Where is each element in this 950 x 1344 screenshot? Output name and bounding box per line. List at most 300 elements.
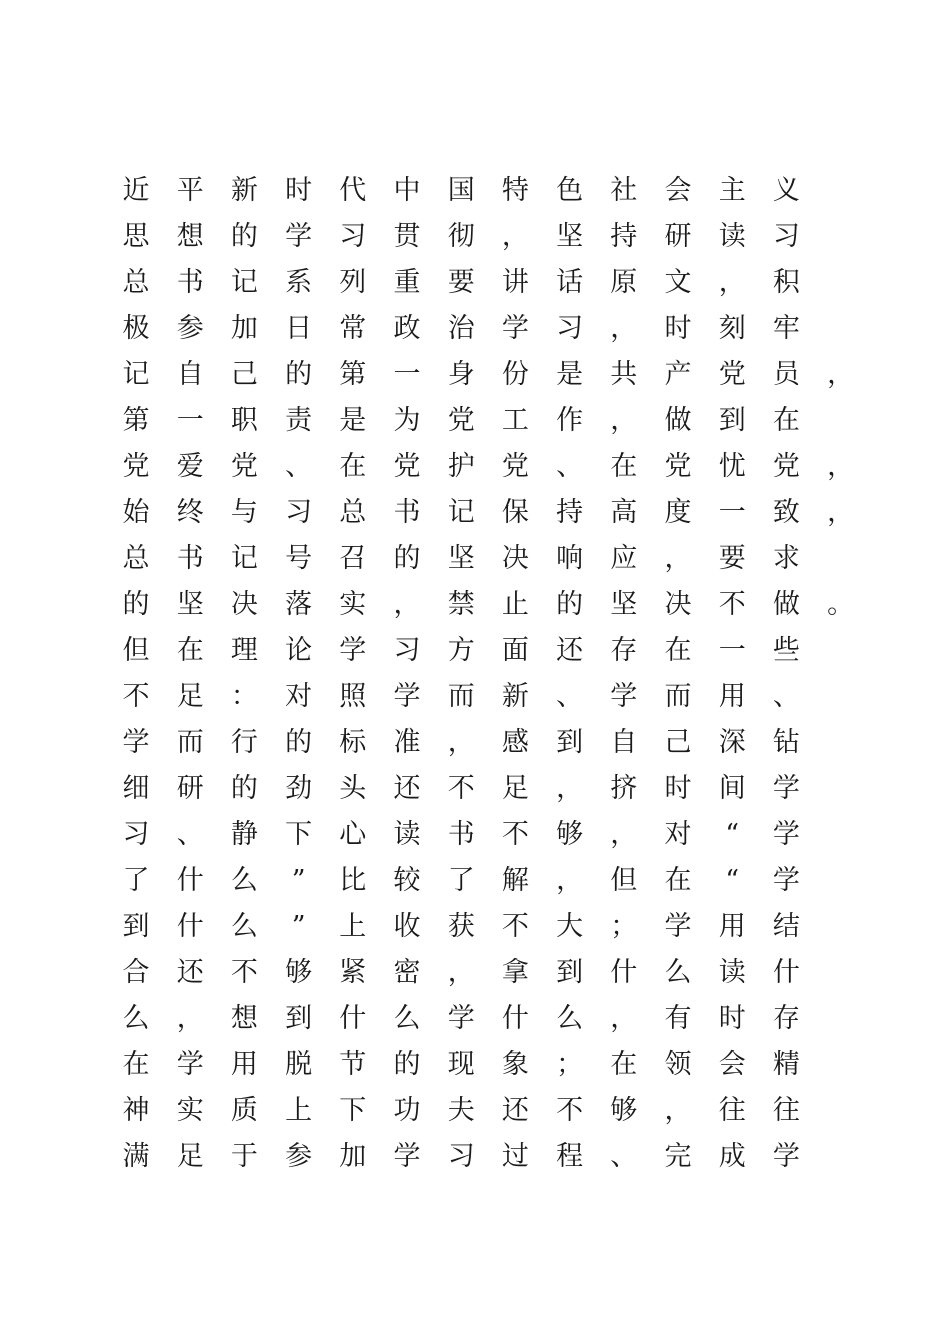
text-char: 书 bbox=[447, 819, 475, 850]
text-line bbox=[0, 628, 950, 674]
text-char: 号 bbox=[285, 543, 313, 574]
text-char: 党 bbox=[664, 451, 692, 482]
text-line bbox=[0, 536, 950, 582]
text-char: 。 bbox=[827, 589, 855, 620]
text-char: 坚 bbox=[176, 589, 204, 620]
text-char: 拿 bbox=[501, 957, 529, 988]
text-char: 党 bbox=[230, 451, 258, 482]
text-char: 文 bbox=[664, 267, 692, 298]
text-char: 常 bbox=[339, 313, 367, 344]
text-char: 与 bbox=[230, 497, 258, 528]
text-char: 义 bbox=[772, 175, 800, 206]
text-char: 书 bbox=[176, 267, 204, 298]
text-char: 在 bbox=[664, 635, 692, 666]
text-char: 一 bbox=[718, 497, 746, 528]
text-char: 做 bbox=[664, 405, 692, 436]
text-char: 治 bbox=[447, 313, 475, 344]
text-char: 质 bbox=[230, 1095, 258, 1126]
text-char: 不 bbox=[447, 773, 475, 804]
text-char: 自 bbox=[176, 359, 204, 390]
text-char: 思 bbox=[122, 221, 150, 252]
text-char: 加 bbox=[230, 313, 258, 344]
text-char: 解 bbox=[501, 865, 529, 896]
text-char: 、 bbox=[772, 681, 800, 712]
text-char: 中 bbox=[393, 175, 421, 206]
text-char: 精 bbox=[772, 1049, 800, 1080]
text-char: 存 bbox=[610, 635, 638, 666]
text-char: ， bbox=[556, 865, 584, 896]
text-line bbox=[0, 260, 950, 306]
text-line bbox=[0, 996, 950, 1042]
text-char: 上 bbox=[339, 911, 367, 942]
text-char: 时 bbox=[664, 773, 692, 804]
text-char: 近 bbox=[122, 175, 150, 206]
text-char: 过 bbox=[501, 1141, 529, 1172]
text-char: 学 bbox=[664, 911, 692, 942]
text-char: 总 bbox=[122, 543, 150, 574]
text-char: 下 bbox=[339, 1095, 367, 1126]
text-char: 政 bbox=[393, 313, 421, 344]
text-char: 会 bbox=[718, 1049, 746, 1080]
text-char: 会 bbox=[664, 175, 692, 206]
text-char: 下 bbox=[285, 819, 313, 850]
text-char: 讲 bbox=[501, 267, 529, 298]
text-char: 特 bbox=[501, 175, 529, 206]
text-char: 的 bbox=[393, 1049, 421, 1080]
text-char: 但 bbox=[122, 635, 150, 666]
text-char: 还 bbox=[501, 1095, 529, 1126]
text-char: 实 bbox=[339, 589, 367, 620]
text-char: 保 bbox=[501, 497, 529, 528]
text-char: 党 bbox=[772, 451, 800, 482]
text-char: 职 bbox=[230, 405, 258, 436]
text-char: 做 bbox=[772, 589, 800, 620]
text-char: 到 bbox=[556, 957, 584, 988]
text-char: 禁 bbox=[447, 589, 475, 620]
text-char: 系 bbox=[285, 267, 313, 298]
text-char: 读 bbox=[718, 221, 746, 252]
text-char: 什 bbox=[176, 911, 204, 942]
text-char: 份 bbox=[501, 359, 529, 390]
text-char: ， bbox=[610, 405, 638, 436]
text-char: 劲 bbox=[285, 773, 313, 804]
text-char: 不 bbox=[230, 957, 258, 988]
text-line bbox=[0, 674, 950, 720]
text-line bbox=[0, 352, 950, 398]
text-char: 一 bbox=[393, 359, 421, 390]
text-char: 到 bbox=[122, 911, 150, 942]
text-char: 什 bbox=[339, 1003, 367, 1034]
text-char: 满 bbox=[122, 1141, 150, 1172]
text-char: 么 bbox=[122, 1003, 150, 1034]
text-char: 员 bbox=[772, 359, 800, 390]
text-char: 足 bbox=[176, 1141, 204, 1172]
text-char: 社 bbox=[610, 175, 638, 206]
text-line bbox=[0, 168, 950, 214]
text-char: 什 bbox=[610, 957, 638, 988]
text-char: 还 bbox=[556, 635, 584, 666]
text-char: ， bbox=[610, 1003, 638, 1034]
text-char: 作 bbox=[556, 405, 584, 436]
text-char: 度 bbox=[664, 497, 692, 528]
text-char: 领 bbox=[664, 1049, 692, 1080]
text-line bbox=[0, 720, 950, 766]
text-char: 学 bbox=[176, 1049, 204, 1080]
text-char: 上 bbox=[285, 1095, 313, 1126]
text-char: 、 bbox=[285, 451, 313, 482]
text-line bbox=[0, 444, 950, 490]
text-char: 坚 bbox=[447, 543, 475, 574]
text-char: 持 bbox=[556, 497, 584, 528]
text-line bbox=[0, 766, 950, 812]
text-char: 学 bbox=[772, 1141, 800, 1172]
text-char: 党 bbox=[122, 451, 150, 482]
text-char: 间 bbox=[718, 773, 746, 804]
text-char: 不 bbox=[556, 1095, 584, 1126]
text-char: 记 bbox=[122, 359, 150, 390]
text-char: 存 bbox=[772, 1003, 800, 1034]
text-char: 要 bbox=[718, 543, 746, 574]
text-char: 而 bbox=[176, 727, 204, 758]
text-char: 实 bbox=[176, 1095, 204, 1126]
text-char: 新 bbox=[501, 681, 529, 712]
text-char: ； bbox=[610, 911, 638, 942]
text-char: 习 bbox=[285, 497, 313, 528]
text-char: ， bbox=[827, 451, 855, 482]
text-char: 挤 bbox=[610, 773, 638, 804]
text-char: 共 bbox=[610, 359, 638, 390]
text-char: 一 bbox=[176, 405, 204, 436]
text-char: 够 bbox=[610, 1095, 638, 1126]
text-char: 习 bbox=[393, 635, 421, 666]
text-char: 为 bbox=[393, 405, 421, 436]
text-char: ， bbox=[664, 1095, 692, 1126]
text-char: ， bbox=[393, 589, 421, 620]
text-char: 一 bbox=[718, 635, 746, 666]
text-char: 党 bbox=[501, 451, 529, 482]
text-char: 的 bbox=[393, 543, 421, 574]
text-char: 代 bbox=[339, 175, 367, 206]
text-char: 感 bbox=[501, 727, 529, 758]
text-char: 决 bbox=[230, 589, 258, 620]
text-char: 较 bbox=[393, 865, 421, 896]
text-char: ” bbox=[291, 865, 306, 896]
text-char: 习 bbox=[556, 313, 584, 344]
text-char: 深 bbox=[718, 727, 746, 758]
text-char: 研 bbox=[176, 773, 204, 804]
text-char: 学 bbox=[393, 681, 421, 712]
text-char: 新 bbox=[230, 175, 258, 206]
text-char: 在 bbox=[610, 451, 638, 482]
text-char: 致 bbox=[772, 497, 800, 528]
text-char: 在 bbox=[176, 635, 204, 666]
text-char: 加 bbox=[339, 1141, 367, 1172]
text-char: 不 bbox=[122, 681, 150, 712]
text-char: 学 bbox=[772, 773, 800, 804]
text-char: ， bbox=[447, 727, 475, 758]
text-char: ” bbox=[291, 911, 306, 942]
text-char: 钻 bbox=[772, 727, 800, 758]
text-char: 的 bbox=[230, 773, 258, 804]
text-char: 书 bbox=[393, 497, 421, 528]
text-char: 结 bbox=[772, 911, 800, 942]
text-char: 么 bbox=[393, 1003, 421, 1034]
text-char: 夫 bbox=[447, 1095, 475, 1126]
text-line bbox=[0, 1134, 950, 1180]
text-char: 刻 bbox=[718, 313, 746, 344]
text-line bbox=[0, 950, 950, 996]
text-char: 落 bbox=[285, 589, 313, 620]
text-char: 么 bbox=[556, 1003, 584, 1034]
text-char: 用 bbox=[718, 911, 746, 942]
text-char: 大 bbox=[556, 911, 584, 942]
text-char: 些 bbox=[772, 635, 800, 666]
text-char: 想 bbox=[230, 1003, 258, 1034]
text-char: 么 bbox=[230, 865, 258, 896]
text-char: 的 bbox=[556, 589, 584, 620]
text-char: 坚 bbox=[610, 589, 638, 620]
text-char: ， bbox=[501, 221, 529, 252]
text-char: 的 bbox=[230, 221, 258, 252]
text-char: 在 bbox=[610, 1049, 638, 1080]
text-char: 功 bbox=[393, 1095, 421, 1126]
text-char: 学 bbox=[285, 221, 313, 252]
text-char: 在 bbox=[772, 405, 800, 436]
text-char: 、 bbox=[610, 1141, 638, 1172]
text-char: 学 bbox=[772, 865, 800, 896]
text-char: 止 bbox=[501, 589, 529, 620]
text-char: “ bbox=[725, 819, 740, 850]
text-char: 神 bbox=[122, 1095, 150, 1126]
text-line bbox=[0, 858, 950, 904]
text-char: 记 bbox=[230, 543, 258, 574]
text-char: ： bbox=[230, 681, 258, 712]
text-char: 重 bbox=[393, 267, 421, 298]
text-char: 够 bbox=[285, 957, 313, 988]
text-char: 党 bbox=[393, 451, 421, 482]
text-char: 论 bbox=[285, 635, 313, 666]
text-char: 求 bbox=[772, 543, 800, 574]
text-char: 学 bbox=[610, 681, 638, 712]
text-char: 足 bbox=[176, 681, 204, 712]
text-char: ， bbox=[176, 1003, 204, 1034]
text-char: 不 bbox=[501, 819, 529, 850]
text-char: ； bbox=[556, 1049, 584, 1080]
text-char: 积 bbox=[772, 267, 800, 298]
text-char: 不 bbox=[501, 911, 529, 942]
text-char: 时 bbox=[285, 175, 313, 206]
text-char: 党 bbox=[447, 405, 475, 436]
text-line bbox=[0, 1042, 950, 1088]
text-char: 记 bbox=[447, 497, 475, 528]
text-char: 爱 bbox=[176, 451, 204, 482]
text-char: 了 bbox=[447, 865, 475, 896]
text-char: 还 bbox=[393, 773, 421, 804]
text-char: 习 bbox=[772, 221, 800, 252]
text-char: ， bbox=[827, 497, 855, 528]
text-char: 习 bbox=[339, 221, 367, 252]
text-char: 有 bbox=[664, 1003, 692, 1034]
text-char: 自 bbox=[610, 727, 638, 758]
text-char: 时 bbox=[718, 1003, 746, 1034]
text-char: 召 bbox=[339, 543, 367, 574]
text-char: 在 bbox=[339, 451, 367, 482]
text-char: 彻 bbox=[447, 221, 475, 252]
text-char: 持 bbox=[610, 221, 638, 252]
text-char: 学 bbox=[772, 819, 800, 850]
text-line bbox=[0, 582, 950, 628]
text-char: 足 bbox=[501, 773, 529, 804]
text-line bbox=[0, 1088, 950, 1134]
text-line bbox=[0, 490, 950, 536]
text-char: 什 bbox=[176, 865, 204, 896]
text-char: 决 bbox=[501, 543, 529, 574]
text-char: 读 bbox=[393, 819, 421, 850]
text-char: 决 bbox=[664, 589, 692, 620]
text-char: 面 bbox=[501, 635, 529, 666]
text-char: 在 bbox=[664, 865, 692, 896]
text-char: 头 bbox=[339, 773, 367, 804]
text-char: 牢 bbox=[772, 313, 800, 344]
text-char: 用 bbox=[718, 681, 746, 712]
text-char: 责 bbox=[285, 405, 313, 436]
text-char: 国 bbox=[447, 175, 475, 206]
text-line bbox=[0, 812, 950, 858]
text-char: “ bbox=[725, 865, 740, 896]
text-char: 参 bbox=[285, 1141, 313, 1172]
text-char: 主 bbox=[718, 175, 746, 206]
text-char: 现 bbox=[447, 1049, 475, 1080]
text-char: 参 bbox=[176, 313, 204, 344]
text-char: 比 bbox=[339, 865, 367, 896]
text-char: 第 bbox=[122, 405, 150, 436]
text-char: ， bbox=[447, 957, 475, 988]
text-char: ， bbox=[664, 543, 692, 574]
text-char: 学 bbox=[122, 727, 150, 758]
text-char: 护 bbox=[447, 451, 475, 482]
text-char: 想 bbox=[176, 221, 204, 252]
text-char: 对 bbox=[664, 819, 692, 850]
text-char: 学 bbox=[339, 635, 367, 666]
text-char: ， bbox=[718, 267, 746, 298]
text-char: 往 bbox=[772, 1095, 800, 1126]
text-char: 贯 bbox=[393, 221, 421, 252]
text-char: 了 bbox=[122, 865, 150, 896]
text-char: 产 bbox=[664, 359, 692, 390]
text-char: 要 bbox=[447, 267, 475, 298]
text-char: 准 bbox=[393, 727, 421, 758]
text-char: 细 bbox=[122, 773, 150, 804]
text-char: 是 bbox=[556, 359, 584, 390]
text-char: 研 bbox=[664, 221, 692, 252]
text-char: 学 bbox=[447, 1003, 475, 1034]
text-char: 学 bbox=[393, 1141, 421, 1172]
text-char: 、 bbox=[176, 819, 204, 850]
text-char: 么 bbox=[230, 911, 258, 942]
text-char: 习 bbox=[447, 1141, 475, 1172]
text-char: 紧 bbox=[339, 957, 367, 988]
text-char: 么 bbox=[664, 957, 692, 988]
text-char: 、 bbox=[556, 451, 584, 482]
text-char: 应 bbox=[610, 543, 638, 574]
text-char: 密 bbox=[393, 957, 421, 988]
text-char: 对 bbox=[285, 681, 313, 712]
text-char: 高 bbox=[610, 497, 638, 528]
text-char: 总 bbox=[339, 497, 367, 528]
text-char: 够 bbox=[556, 819, 584, 850]
text-char: 完 bbox=[664, 1141, 692, 1172]
text-char: 心 bbox=[339, 819, 367, 850]
text-char: ， bbox=[610, 313, 638, 344]
text-char: 书 bbox=[176, 543, 204, 574]
text-char: ， bbox=[610, 819, 638, 850]
text-char: 极 bbox=[122, 313, 150, 344]
text-char: 时 bbox=[664, 313, 692, 344]
text-char: 照 bbox=[339, 681, 367, 712]
text-char: 身 bbox=[447, 359, 475, 390]
text-char: 终 bbox=[176, 497, 204, 528]
text-char: 成 bbox=[718, 1141, 746, 1172]
text-char: 象 bbox=[501, 1049, 529, 1080]
text-char: 忧 bbox=[718, 451, 746, 482]
text-char: 脱 bbox=[285, 1049, 313, 1080]
text-char: 什 bbox=[772, 957, 800, 988]
text-char: 总 bbox=[122, 267, 150, 298]
text-char: 到 bbox=[718, 405, 746, 436]
text-char: 日 bbox=[285, 313, 313, 344]
text-char: 的 bbox=[122, 589, 150, 620]
text-char: 理 bbox=[230, 635, 258, 666]
text-char: 习 bbox=[122, 819, 150, 850]
text-char: 第 bbox=[339, 359, 367, 390]
text-char: 在 bbox=[122, 1049, 150, 1080]
text-char: 读 bbox=[718, 957, 746, 988]
text-char: 列 bbox=[339, 267, 367, 298]
text-char: ， bbox=[556, 773, 584, 804]
text-char: 不 bbox=[718, 589, 746, 620]
text-char: 行 bbox=[230, 727, 258, 758]
text-line bbox=[0, 306, 950, 352]
text-line bbox=[0, 398, 950, 444]
text-line bbox=[0, 214, 950, 260]
text-char: 始 bbox=[122, 497, 150, 528]
text-char: 坚 bbox=[556, 221, 584, 252]
text-char: ， bbox=[827, 359, 855, 390]
text-char: 己 bbox=[664, 727, 692, 758]
text-char: 用 bbox=[230, 1049, 258, 1080]
text-char: 的 bbox=[285, 727, 313, 758]
text-char: 是 bbox=[339, 405, 367, 436]
text-char: 标 bbox=[339, 727, 367, 758]
text-char: 还 bbox=[176, 957, 204, 988]
text-char: 色 bbox=[556, 175, 584, 206]
text-char: 党 bbox=[718, 359, 746, 390]
text-char: 己 bbox=[230, 359, 258, 390]
text-char: 获 bbox=[447, 911, 475, 942]
text-char: 到 bbox=[285, 1003, 313, 1034]
text-char: 方 bbox=[447, 635, 475, 666]
text-char: 往 bbox=[718, 1095, 746, 1126]
text-char: 工 bbox=[501, 405, 529, 436]
text-char: 记 bbox=[230, 267, 258, 298]
text-char: 静 bbox=[230, 819, 258, 850]
text-char: 程 bbox=[556, 1141, 584, 1172]
text-char: 节 bbox=[339, 1049, 367, 1080]
text-char: 而 bbox=[447, 681, 475, 712]
text-char: 响 bbox=[556, 543, 584, 574]
text-char: 原 bbox=[610, 267, 638, 298]
text-char: 而 bbox=[664, 681, 692, 712]
